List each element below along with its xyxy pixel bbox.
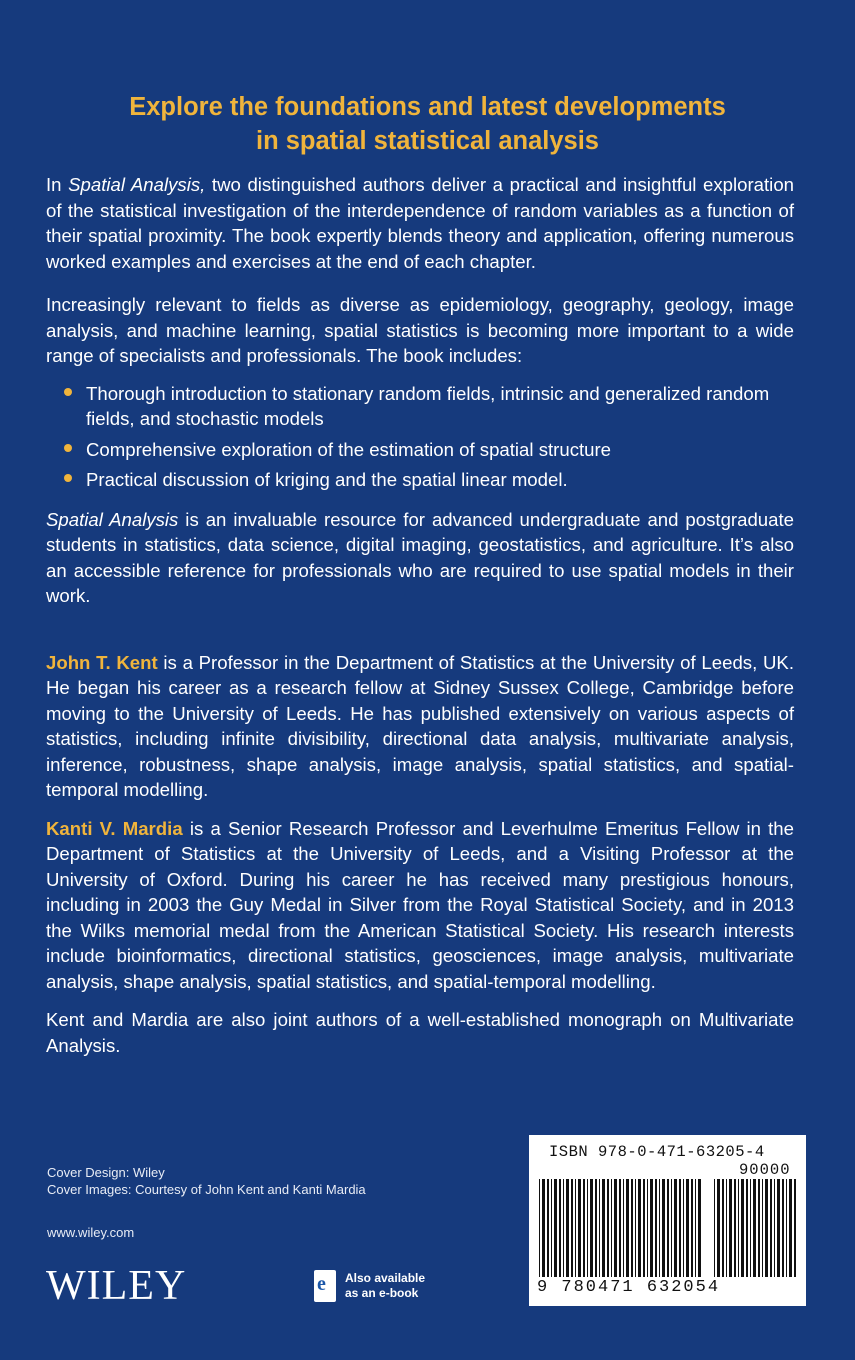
intro-prefix: In <box>46 174 69 195</box>
headline-line-1: Explore the foundations and latest developments <box>129 93 726 121</box>
list-item <box>46 437 794 463</box>
joint-authors-paragraph: Kent and Mardia are also joint authors of a well-established monograph on Multivariate Analysis. <box>46 1009 794 1056</box>
resource-book-title: Spatial Analysis <box>46 508 179 530</box>
author-bio-text: is a Professor in the Department of Statistics at the University of Leeds, UK. He began his career as a research fellow at Sidney Sussex College, Cambridge before moving to the University of Leeds. He has published extensively on various aspects of statistics, including infinite divisibility, directional data analysis, multivariate analysis, inference, robustness, shape analysis, image analysis, spatial statistics, and spatial-temporal modelling. <box>46 651 794 800</box>
bullet-text: Practical discussion of kriging and the spatial linear model. <box>86 469 568 490</box>
publisher-website: www.wiley.com <box>47 1225 135 1240</box>
resource-text: is an invaluable resource for advanced undergraduate and postgraduate students in statistics, data science, digital imaging, geostatistics, and agriculture. It’s also an accessible reference for professionals who are required to use spatial models in their work. <box>46 508 794 606</box>
headline-line-2: in spatial statistical analysis <box>256 127 599 155</box>
list-item <box>46 467 794 493</box>
barcode-bars-addon <box>714 1179 800 1277</box>
intro-text: two distinguished authors deliver a practical and insightful exploration of the statistical investigation of the interdependence of random variables as a function of their spatial proximity. The book expertly blends theory and application, offering numerous worked examples and exercises at the end of each chapter. <box>46 174 794 272</box>
bullet-icon <box>64 388 72 396</box>
isbn-label: ISBN 978-0-471-63205-4 <box>549 1143 765 1161</box>
intro-paragraph <box>46 172 794 274</box>
barcode-digits: 9 780471 632054 <box>537 1278 721 1297</box>
ebook-icon-letter: e <box>317 1273 326 1295</box>
cover-credits <box>47 1164 366 1198</box>
intro-book-title: Spatial Analysis, <box>68 174 206 195</box>
bullet-icon <box>64 444 72 452</box>
fields-paragraph: Increasingly relevant to fields as diverse as epidemiology, geography, geology, image analysis, and machine learning, spatial statistics is becoming more important to a wide range of specialists and professionals. The book includes: <box>46 294 794 366</box>
resource-paragraph <box>46 507 794 609</box>
bullet-text: Comprehensive exploration of the estimation of spatial structure <box>86 438 612 460</box>
ebook-icon <box>314 1270 336 1302</box>
wiley-logo: WILEY <box>46 1263 187 1309</box>
ebook-line-1: Also available <box>345 1271 426 1285</box>
barcode-addon-label: 90000 <box>739 1161 791 1179</box>
bullet-text: Thorough introduction to stationary random fields, intrinsic and generalized random fields, and stochastic models <box>86 382 770 429</box>
author-bio-text: is a Senior Research Professor and Leverhulme Emeritus Fellow in the Department of Statistics at the University of Leeds, and a Visiting Professor at the University of Oxford. During his career he has received many prestigious honours, including in 2003 the Guy Medal in Silver from the Royal Statistical Society, and in 2013 the Wilks memorial medal from the American Statistical Society. His research interests include bioinformatics, directional statistics, geosciences, image analysis, multivariate analysis, shape analysis, spatial statistics, and spatial-temporal modelling. <box>46 817 794 992</box>
cover-images-credit: Cover Images: Courtesy of John Kent and Kanti Mardia <box>47 1182 366 1197</box>
description-body <box>46 172 794 1058</box>
cover-design-credit: Cover Design: Wiley <box>47 1165 165 1180</box>
bullet-icon <box>64 474 72 482</box>
headline <box>0 90 855 158</box>
ebook-line-2: as an e-book <box>345 1286 419 1300</box>
ebook-notice <box>345 1271 425 1301</box>
barcode-bars-main <box>539 1179 705 1277</box>
barcode <box>529 1135 806 1306</box>
feature-list <box>46 381 794 493</box>
author-bio-kent <box>46 650 794 803</box>
author-bio-mardia <box>46 816 794 995</box>
author-name-mardia: Kanti V. Mardia <box>46 817 183 839</box>
author-name-kent: John T. Kent <box>46 651 158 673</box>
list-item <box>46 381 794 432</box>
